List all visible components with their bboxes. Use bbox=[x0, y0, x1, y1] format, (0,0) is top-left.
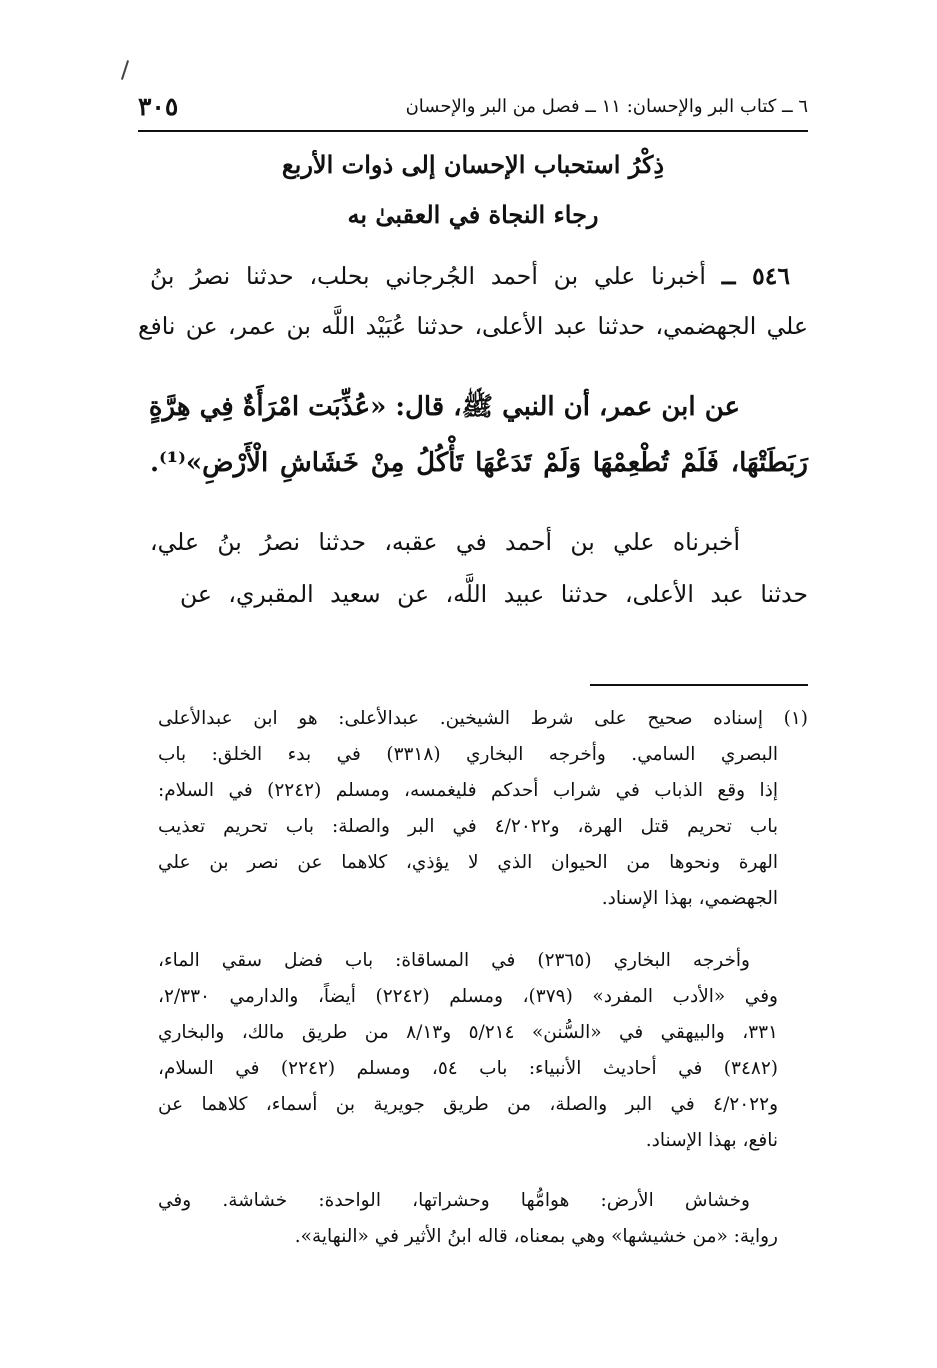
footnote-1-line-6: الجهضمي، بهذا الإسناد. bbox=[601, 888, 778, 909]
footnote-1-line-4: باب تحريم قتل الهرة، و٤/٢٠٢٢ في البر والصلة: باب تحريم تعذيب bbox=[158, 816, 779, 837]
footnote-3-line-2: رواية: «من خشيشها» وهي بمعناه، قاله ابنُ الأثير في «النهاية». bbox=[294, 1226, 778, 1247]
header-divider bbox=[138, 130, 808, 132]
hadith-isnad-line-1 bbox=[150, 262, 790, 290]
footnote-1-line-5: الهرة ونحوها من الحيوان الذي لا يؤذي، كلاهما عن نصر بن علي bbox=[158, 852, 778, 873]
hadith-matn-line-2: رَبَطَتْهَا، فَلَمْ تُطْعِمْهَا وَلَمْ تَدَعْهَا تَأْكُلُ مِنْ خَشَاشِ الْأَرْضِ»⁽¹⁾. bbox=[150, 448, 808, 478]
hadith-matn-line-1: عن ابن عمر، أن النبي ﷺ، قال: «عُذِّبَت امْرَأَةٌ فِي هِرَّةٍ bbox=[148, 392, 740, 422]
footnote-2-line-2: وفي «الأدب المفرد» (٣٧٩)، ومسلم (٢٢٤٢) أيضاً، والدارمي ٢/٣٣٠، bbox=[158, 986, 778, 1007]
footnote-2-line-4: (٣٤٨٢) في أحاديث الأنبياء: باب ٥٤، ومسلم (٢٢٤٢) في السلام، bbox=[158, 1058, 778, 1079]
chapter-title-line-2: رجاء النجاة في العقبىٰ به bbox=[347, 200, 599, 229]
footnote-marker: (١) bbox=[783, 708, 809, 729]
page-number: ٣٠٥ bbox=[138, 91, 179, 121]
footnote-text: إسناده صحيح على شرط الشيخين. عبدالأعلى: هو ابن عبدالأعلى bbox=[158, 708, 763, 729]
footnote-2-line-3: ٣٣١، والبيهقي في «السُّنن» ٥/٢١٤ و٨/١٣ من طريق مالك، والبخاري bbox=[158, 1022, 778, 1043]
stray-pen-mark bbox=[121, 60, 129, 80]
footnote-divider bbox=[590, 684, 808, 686]
chapter-title-line-1: ذِكْرُ استحباب الإحسان إلى ذوات الأربع bbox=[281, 150, 665, 179]
running-head: ٦ ــ كتاب البر والإحسان: ١١ ــ فصل من البر والإحسان bbox=[405, 95, 808, 117]
footnote-2-line-5: و٤/٢٠٢٢ في البر والصلة، من طريق جويرية بن أسماء، كلاهما عن bbox=[158, 1094, 778, 1115]
hadith-isnad-line-2: علي الجهضمي، حدثنا عبد الأعلى، حدثنا عُبَيْد اللَّه بن عمر، عن نافع bbox=[138, 312, 808, 340]
footnote-2-line-1: وأخرجه البخاري (٢٣٦٥) في المساقاة: باب فضل سقي الماء، bbox=[158, 950, 750, 971]
hadith-number: ٥٤٦ ــ bbox=[721, 262, 790, 290]
isnad-text: أخبرنا علي بن أحمد الجُرجاني بحلب، حدثنا نصرُ بنُ bbox=[150, 262, 706, 290]
page-header bbox=[138, 86, 808, 126]
footnote-2-line-6: نافع، بهذا الإسناد. bbox=[645, 1130, 778, 1151]
footnote-1-line-2: البصري السامي. وأخرجه البخاري (٣٣١٨) في بدء الخلق: باب bbox=[158, 744, 778, 765]
second-isnad-line-2: حدثنا عبد الأعلى، حدثنا عبيد اللَّه، عن سعيد المقبري، عن bbox=[180, 580, 808, 608]
second-isnad-line-1: أخبرناه علي بن أحمد في عقبه، حدثنا نصرُ بنُ علي، bbox=[150, 528, 740, 556]
footnote-1-line-1 bbox=[158, 708, 808, 729]
footnote-3-line-1: وخشاش الأرض: هوامُّها وحشراتها، الواحدة: خشاشة. وفي bbox=[158, 1190, 750, 1211]
footnote-1-line-3: إذا وقع الذباب في شراب أحدكم فليغمسه، ومسلم (٢٢٤٢) في السلام: bbox=[158, 780, 778, 801]
